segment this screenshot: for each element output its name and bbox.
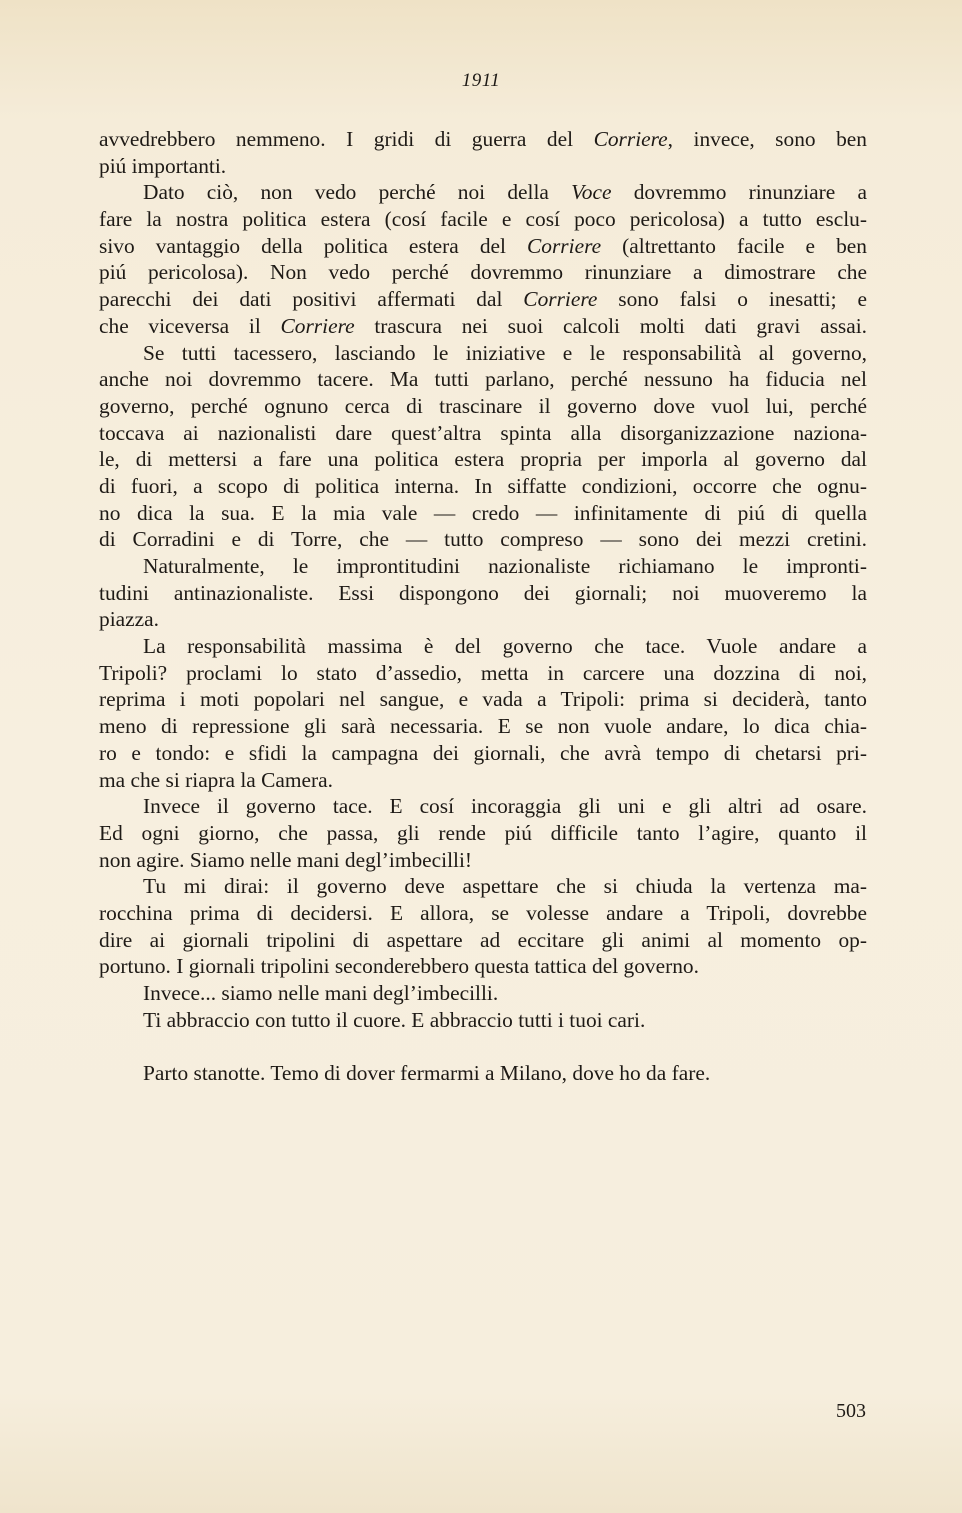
text-segment: fare la nostra politica estera (cosí facile e cosí poco pericolosa) a tutto esclu- [99,207,867,232]
text-segment: non agire. Siamo nelle mani degl’imbecilli! [99,847,473,872]
text-segment: trascura nei suoi calcoli molti dati gravi assai. [354,313,868,338]
text-line [99,366,867,393]
text-segment: piazza. [99,607,159,632]
text-line [99,420,867,447]
text-segment: dire ai giornali tripolini di aspettare ad eccitare gli animi al momento op- [99,927,867,952]
text-line [99,660,867,687]
text-line [99,126,867,153]
text-segment: , invece, sono ben [667,127,867,151]
text-line [99,553,867,580]
text-line [99,980,867,1007]
text-line [99,686,867,713]
italic-title: Corriere [280,313,355,338]
text-segment: Tripoli? proclami lo stato d’assedio, metta in carcere una dozzina di noi, [99,660,867,685]
text-segment: toccava ai nazionalisti dare quest’altra spinta alla disorganizzazione naziona- [99,420,867,445]
text-segment: piú pericolosa). Non vedo perché dovremmo rinunziare a dimostrare che [99,260,867,285]
text-line [99,233,867,260]
text-line [99,847,867,874]
text-line [99,633,867,660]
text-line [99,259,867,286]
italic-title: Corriere [523,287,598,312]
text-segment: sono falsi o inesatti; e [597,287,867,312]
text-line [99,740,867,767]
text-segment: meno di repressione gli sarà necessaria. E se non vuole andare, lo dica chia- [99,714,867,739]
text-line [99,1007,867,1034]
text-line [99,206,867,233]
text-segment: anche noi dovremmo tacere. Ma tutti parlano, perché nessuno ha fiducia nel [99,367,867,392]
text-segment: piú importanti. [99,153,227,178]
text-line [99,340,867,367]
text-line [99,313,867,340]
text-line [99,793,867,820]
italic-title: Voce [571,180,612,205]
text-line [99,900,867,927]
text-line [99,820,867,847]
text-line [99,767,867,794]
text-segment: Ed ogni giorno, che passa, gli rende piú difficile tanto l’agire, quanto il [99,820,867,845]
text-segment: reprima i moti popolari nel sangue, e vada a Tripoli: prima si deciderà, tanto [99,687,867,712]
text-line [99,580,867,607]
text-segment: sivo vantaggio della politica estera del [99,233,528,258]
text-segment: (altrettanto facile e ben [601,233,867,258]
text-segment: che viceversa il [99,313,281,338]
letter-body [99,126,867,1087]
page-number: 503 [836,1400,866,1422]
running-head: 1911 [461,70,501,91]
text-segment: tudini antinazionaliste. Essi dispongono dei giornali; noi muoveremo la [99,580,867,605]
text-line [99,873,867,900]
text-segment: di Corradini e di Torre, che — tutto compreso — sono dei mezzi cretini. [99,527,867,552]
text-line [99,153,867,180]
text-line [99,179,867,206]
text-segment: le, di mettersi a fare una politica estera propria per imporla al governo dal [99,447,867,472]
text-line [99,500,867,527]
text-line [99,286,867,313]
text-line [99,1060,867,1087]
text-segment: rocchina prima di decidersi. E allora, se volesse andare a Tripoli, dovrebbe [99,900,867,925]
text-line [99,606,867,633]
text-line [99,393,867,420]
text-segment: Tu mi dirai: il governo deve aspettare che si chiuda la vertenza ma- [143,874,867,899]
blank-line [99,1033,867,1060]
text-segment: portuno. I giornali tripolini seconderebbero questa tattica del governo. [99,954,699,979]
text-segment: ro e tondo: e sfidi la campagna dei giornali, che avrà tempo di chetarsi pri- [99,740,867,765]
text-segment: dovremmo rinunziare a [611,180,868,205]
italic-title: Corriere [527,233,602,258]
text-segment: ma che si riapra la Camera. [99,767,333,792]
text-line [99,713,867,740]
text-line [99,473,867,500]
text-line [99,526,867,553]
text-segment: Naturalmente, le improntitudini nazionaliste richiamano le impronti- [143,554,867,578]
text-segment: Se tutti tacessero, lasciando le iniziative e le responsabilità al governo, [143,340,867,365]
text-segment: parecchi dei dati positivi affermati dal [99,287,524,312]
text-segment: Ti abbraccio con tutto il cuore. E abbraccio tutti i tuoi cari. [143,1007,646,1032]
italic-title: Corriere [593,127,668,151]
text-segment: Invece... siamo nelle mani degl’imbecilli. [143,981,499,1005]
text-line [99,446,867,473]
text-line [99,953,867,980]
text-segment: La responsabilità massima è del governo che tace. Vuole andare a [143,634,867,659]
text-line [99,927,867,954]
text-segment: avvedrebbero nemmeno. I gridi di guerra del [99,127,594,151]
text-segment: Dato ciò, non vedo perché noi della [143,180,572,205]
text-segment: no dica la sua. E la mia vale — credo — infinitamente di piú di quella [99,500,867,525]
text-segment: Invece il governo tace. E cosí incoraggia gli uni e gli altri ad osare. [143,794,867,819]
text-segment: governo, perché ognuno cerca di trascinare il governo dove vuol lui, perché [99,393,867,418]
text-segment: di fuori, a scopo di politica interna. In siffatte condizioni, occorre che ognu- [99,473,867,498]
text-segment: Parto stanotte. Temo di dover fermarmi a Milano, dove ho da fare. [143,1061,711,1086]
